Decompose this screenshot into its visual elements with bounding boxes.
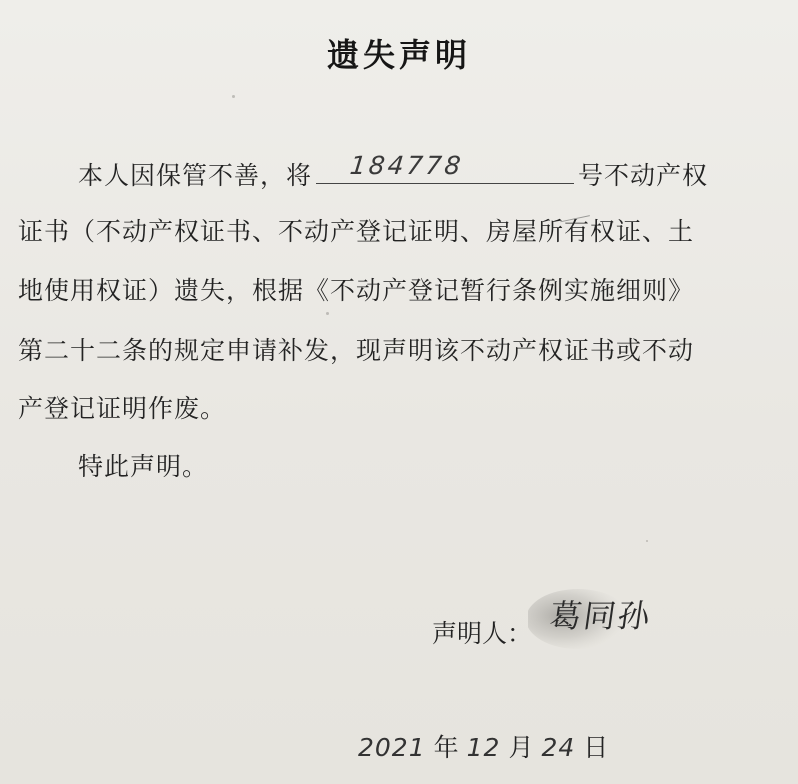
certificate-number-blank — [316, 151, 574, 184]
document-title: 遗失声明 — [326, 36, 471, 74]
paper-speck — [646, 540, 648, 542]
certificate-number: 184778 — [348, 151, 465, 180]
paper-speck — [326, 312, 329, 315]
signature-area — [528, 585, 678, 655]
closing-statement: 特此声明。 — [78, 452, 209, 481]
date-day: 24 — [541, 733, 576, 762]
body-line-4: 第二十二条的规定申请补发，现声明该不动产权证书或不动 — [18, 336, 695, 365]
date-month-unit: 月 — [508, 733, 534, 762]
date-day-unit: 日 — [583, 733, 609, 762]
body-line-5: 产登记证明作废。 — [18, 394, 227, 423]
line1-suffix: 号不动产权 — [578, 161, 709, 190]
line2-part-a: 证书（不动产权证书、不动产登记证明、房屋所 — [18, 217, 565, 246]
line2-part-b: 权证、土 — [590, 217, 695, 246]
overwritten-character: 有 — [564, 212, 590, 248]
date-year-unit: 年 — [433, 733, 459, 762]
date-year: 2021 — [358, 733, 426, 762]
body-line-2 — [18, 212, 694, 248]
body-line-1 — [78, 151, 709, 192]
line1-prefix: 本人因保管不善，将 — [78, 161, 313, 190]
paper-speck — [232, 95, 235, 98]
handwritten-signature: 葛同孙 — [547, 597, 655, 635]
date-month: 12 — [466, 733, 501, 762]
body-line-3: 地使用权证）遗失，根据《不动产登记暂行条例实施细则》 — [18, 276, 695, 305]
signature-date — [350, 728, 608, 764]
declarant-label: 声明人： — [432, 619, 533, 648]
